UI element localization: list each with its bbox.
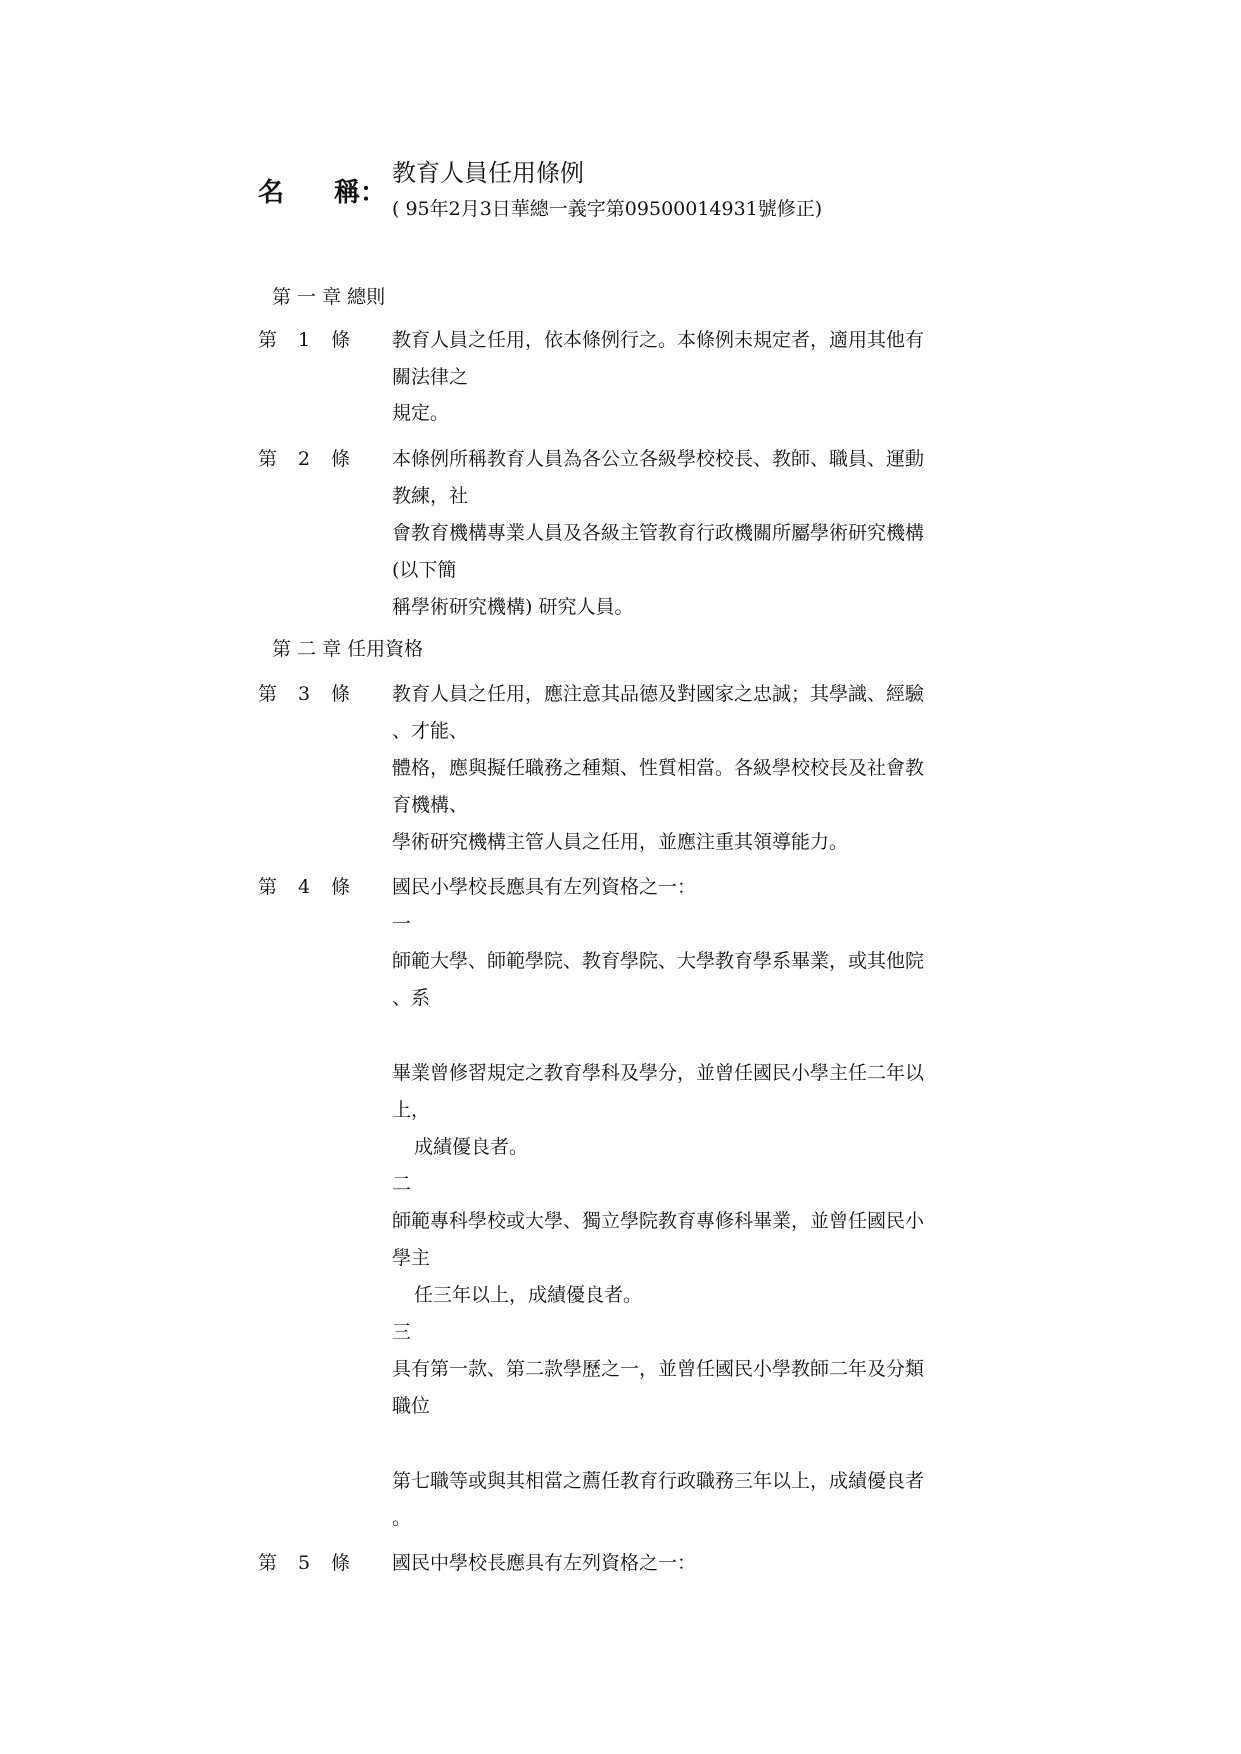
article-4-line-1: 國民小學校長應具有左列資格之一： <box>392 876 697 898</box>
article-suffix: 條 <box>331 683 351 705</box>
article-suffix: 條 <box>331 329 351 351</box>
article-prefix: 第 <box>258 683 278 705</box>
article-4-line-15: 第七職等或與其相當之薦任教育行政職務三年以上，成績優良者 <box>392 1470 925 1492</box>
document-title: 教育人員任用條例 <box>392 159 584 187</box>
name-label-char-1: 名 <box>258 178 285 208</box>
article-3-line-3: 體格，應與擬任職務之種類、性質相當。各級學校校長及社會教 <box>392 757 925 779</box>
article-label-5 <box>258 1550 368 1578</box>
article-label-2 <box>258 446 368 474</box>
article-suffix: 條 <box>331 1552 351 1574</box>
article-4-line-13: 具有第一款、第二款學歷之一，並曾任國民小學教師二年及分類 <box>392 1358 925 1380</box>
chapter-heading-2: 第 二 章 任用資格 <box>272 638 424 660</box>
chapter-heading-1: 第 一 章 總則 <box>272 286 386 308</box>
article-number: 1 <box>298 329 311 351</box>
article-4-line-4: 、系 <box>392 987 431 1009</box>
article-number: 5 <box>298 1552 311 1574</box>
article-4-line-3: 師範大學、師範學院、教育學院、大學教育學系畢業，或其他院 <box>392 950 925 972</box>
article-prefix: 第 <box>258 448 278 470</box>
article-2-line-2: 教練，社 <box>392 485 469 507</box>
article-4-item-marker-3: 三 <box>392 1321 412 1343</box>
article-2-line-1: 本條例所稱教育人員為各公立各級學校校長、教師、職員、運動 <box>392 448 925 470</box>
article-3-line-4: 育機構、 <box>392 794 469 816</box>
article-4-item-marker-1: 一 <box>392 913 412 935</box>
article-2-line-3: 會教育機構專業人員及各級主管教育行政機關所屬學術研究機構 <box>392 522 925 544</box>
amendment-note: ( 95年2月3日華總一義字第09500014931號修正) <box>392 198 823 220</box>
article-suffix: 條 <box>331 448 351 470</box>
article-prefix: 第 <box>258 329 278 351</box>
article-4-line-5: 畢業曾修習規定之教育學科及學分，並曾任國民小學主任二年以 <box>392 1062 925 1084</box>
article-suffix: 條 <box>331 876 351 898</box>
article-1-line-1: 教育人員之任用，依本條例行之。本條例未規定者，適用其他有 <box>392 329 925 351</box>
article-label-3 <box>258 681 368 709</box>
article-1-line-2: 關法律之 <box>392 366 469 388</box>
article-4-line-11: 任三年以上，成績優良者。 <box>414 1284 643 1306</box>
article-4-line-10: 學主 <box>392 1247 431 1269</box>
article-4-item-marker-2: 二 <box>392 1173 412 1195</box>
article-number: 4 <box>298 876 311 898</box>
article-prefix: 第 <box>258 876 278 898</box>
article-number: 2 <box>298 448 311 470</box>
article-prefix: 第 <box>258 1552 278 1574</box>
article-1-line-3: 規定。 <box>392 402 450 424</box>
article-4-line-9: 師範專科學校或大學、獨立學院教育專修科畢業，並曾任國民小 <box>392 1210 925 1232</box>
article-2-line-4: (以下簡 <box>392 559 457 581</box>
article-4-line-6: 上， <box>392 1099 431 1121</box>
article-4-line-7: 成績優良者。 <box>414 1136 529 1158</box>
article-label-1 <box>258 327 368 355</box>
name-label <box>258 172 387 212</box>
article-3-line-1: 教育人員之任用，應注意其品德及對國家之忠誠；其學識、經驗 <box>392 683 925 705</box>
article-2-line-5: 稱學術研究機構) 研究人員。 <box>392 596 634 618</box>
article-5-line-1: 國民中學校長應具有左列資格之一： <box>392 1552 697 1574</box>
article-number: 3 <box>298 683 311 705</box>
article-3-line-5: 學術研究機構主管人員之任用，並應注重其領導能力。 <box>392 831 849 853</box>
article-label-4 <box>258 874 368 902</box>
article-4-line-14: 職位 <box>392 1395 431 1417</box>
article-3-line-2: 、才能、 <box>392 720 469 742</box>
article-4-line-16: 。 <box>392 1507 412 1529</box>
name-label-char-2: 稱： <box>334 178 387 208</box>
